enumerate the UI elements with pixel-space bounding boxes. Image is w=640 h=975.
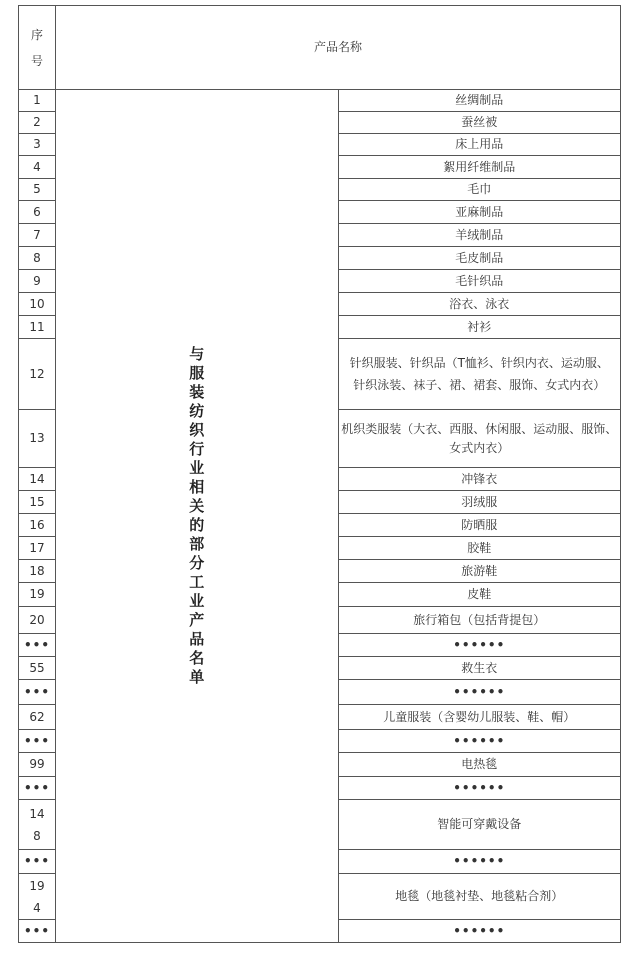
- row-index: •••: [19, 634, 56, 657]
- product-table: [18, 5, 621, 943]
- row-index: 10: [19, 293, 56, 316]
- table-row: [19, 90, 621, 112]
- row-name: ••••••: [338, 634, 621, 657]
- row-index-text: 194: [29, 878, 45, 915]
- row-index-text: 148: [29, 806, 45, 843]
- row-name: 救生衣: [338, 657, 621, 680]
- row-index: 13: [19, 410, 56, 468]
- row-name: 电热毯: [338, 753, 621, 777]
- row-index: 19: [19, 583, 56, 607]
- row-index: 55: [19, 657, 56, 680]
- row-name: ••••••: [338, 730, 621, 753]
- row-name: ••••••: [338, 850, 621, 874]
- row-index: 4: [19, 156, 56, 179]
- row-index: 1: [19, 90, 56, 112]
- row-index: 17: [19, 537, 56, 560]
- row-name: 皮鞋: [338, 583, 621, 607]
- row-name: 毛巾: [338, 179, 621, 201]
- row-name: ••••••: [338, 920, 621, 943]
- row-index: 8: [19, 247, 56, 270]
- row-name: 毛针织品: [338, 270, 621, 293]
- row-index: 62: [19, 705, 56, 730]
- row-name: 羊绒制品: [338, 224, 621, 247]
- row-name: 地毯（地毯衬垫、地毯粘合剂）: [338, 874, 621, 920]
- row-name: 絮用纤维制品: [338, 156, 621, 179]
- row-index: •••: [19, 730, 56, 753]
- row-index: 99: [19, 753, 56, 777]
- row-index: 18: [19, 560, 56, 583]
- row-name: 冲锋衣: [338, 468, 621, 491]
- row-index: 20: [19, 607, 56, 634]
- row-index: 9: [19, 270, 56, 293]
- row-index: [19, 874, 56, 920]
- row-index: 2: [19, 112, 56, 134]
- row-index: •••: [19, 850, 56, 874]
- category-cell: [56, 90, 339, 943]
- row-name: 蚕丝被: [338, 112, 621, 134]
- header-name-cell: [56, 6, 621, 90]
- header-index-cell: [19, 6, 56, 90]
- row-index: 7: [19, 224, 56, 247]
- row-index: 6: [19, 201, 56, 224]
- row-name: 衬衫: [338, 316, 621, 339]
- row-name: 儿童服装（含婴幼儿服装、鞋、帽）: [338, 705, 621, 730]
- row-index: •••: [19, 777, 56, 800]
- row-name: ••••••: [338, 680, 621, 705]
- row-name: 智能可穿戴设备: [338, 800, 621, 850]
- header-index-label: 序号: [30, 27, 43, 68]
- row-name: 胶鞋: [338, 537, 621, 560]
- row-name: 毛皮制品: [338, 247, 621, 270]
- row-index: 12: [19, 339, 56, 410]
- row-index: 3: [19, 134, 56, 156]
- row-index: [19, 800, 56, 850]
- row-index: 14: [19, 468, 56, 491]
- header-name-label: 产品名称: [313, 40, 362, 54]
- row-index: 15: [19, 491, 56, 514]
- row-name: 亚麻制品: [338, 201, 621, 224]
- row-name: 床上用品: [338, 134, 621, 156]
- row-name: 浴衣、泳衣: [338, 293, 621, 316]
- row-name: [338, 339, 621, 410]
- row-index: •••: [19, 680, 56, 705]
- row-index: 16: [19, 514, 56, 537]
- row-index: 5: [19, 179, 56, 201]
- row-name: 丝绸制品: [338, 90, 621, 112]
- table-header-row: [19, 6, 621, 90]
- row-name: ••••••: [338, 777, 621, 800]
- category-label: 与服装纺织行业相关的部分工业产品名单: [189, 344, 205, 686]
- row-index: 11: [19, 316, 56, 339]
- row-name: 旅行箱包（包括背提包）: [338, 607, 621, 634]
- row-name: 防晒服: [338, 514, 621, 537]
- row-name: 羽绒服: [338, 491, 621, 514]
- row-index: •••: [19, 920, 56, 943]
- row-name: 机织类服装（大衣、西服、休闲服、运动服、服饰、女式内衣）: [338, 410, 621, 468]
- row-name-text: 针织服装、针织品（T恤衫、针织内衣、运动服、针织泳装、袜子、裙、裙套、服饰、女式内衣）: [349, 356, 609, 392]
- row-name: 旅游鞋: [338, 560, 621, 583]
